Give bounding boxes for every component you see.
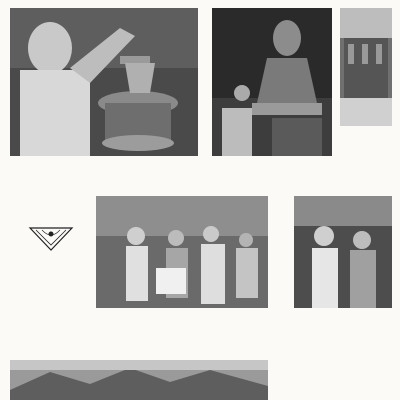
photo-buddha-image: [212, 8, 332, 156]
caption-middle-center: [96, 312, 268, 352]
caption-top-right: [340, 128, 392, 168]
caption-middle-left: [10, 292, 90, 350]
photo-ceremony-offering: [10, 8, 198, 156]
caption-top-middle: [212, 158, 332, 194]
photo-temple: [340, 8, 392, 126]
photo-reception-crowd: [96, 196, 268, 308]
caption-top-left: [10, 158, 198, 194]
photo-landscape: [10, 360, 268, 400]
caption-middle-right: [294, 312, 392, 388]
photo-officials: [294, 196, 392, 308]
decorative-ornament-icon: [28, 226, 74, 252]
